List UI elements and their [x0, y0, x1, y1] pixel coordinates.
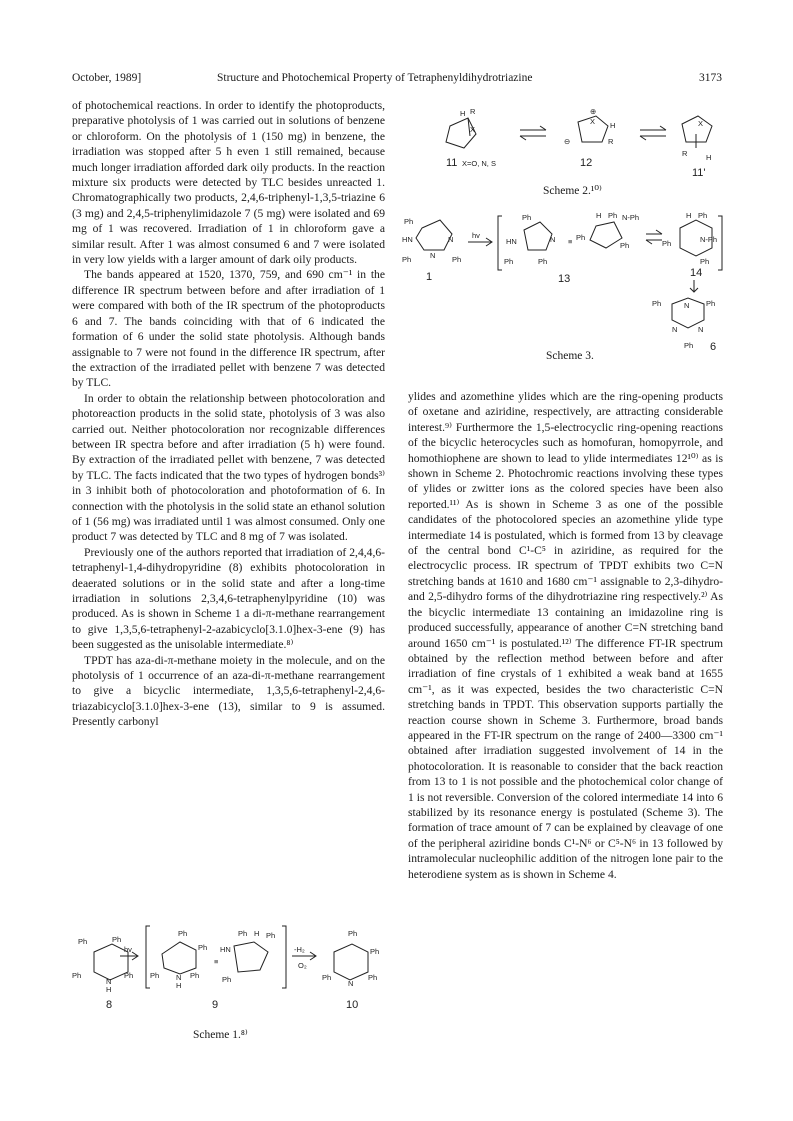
paragraph: The bands appeared at 1520, 1370, 759, and 690 cm⁻¹ in the difference IR spectrum between before and after irradiation of 1 were compared with both of the IR spectrum of the photoproducts 6 and 7. The bands coinciding with that of 6 indicated the formation of 6 under the solid state photolysis. Although bands assignable to 7 were not found in the difference IR spectrum, after the extraction of the irradiated pellet with benzene 7 was detected by TLC.: [72, 268, 385, 390]
compound-label-8: 8: [106, 999, 113, 1011]
reaction-condition: hv: [472, 231, 480, 240]
atom-label: R: [608, 137, 614, 146]
equivalence-sign: ≡: [568, 237, 573, 246]
running-header: [72, 72, 722, 88]
atom-label: Ph: [190, 971, 200, 980]
scheme-1-caption: Scheme 1.⁸⁾: [193, 1029, 248, 1041]
equivalence-sign: ≡: [214, 957, 219, 966]
atom-label: Ph: [608, 211, 618, 220]
atom-label: X: [698, 119, 704, 128]
atom-label: H: [254, 929, 260, 938]
charge-label: ⊕: [590, 107, 597, 116]
atom-label: Ph: [348, 929, 358, 938]
atom-label: HN: [402, 235, 413, 244]
atom-label: R: [470, 107, 476, 116]
atom-label: N: [448, 235, 454, 244]
compound-label-6: 6: [710, 341, 717, 353]
scheme-2-figure: [430, 104, 720, 184]
atom-label: Ph: [238, 929, 248, 938]
paragraph: of photochemical reactions. In order to identify the photoproducts, preparative photolysis of 1 was carried out in solutions of benzene or chloroform. On the photolysis of 1 (150 mg) in benzene, the irradiation was stopped after 5 h even 1 still remained, because much longer irradiation afforded dark oily products. In the reaction mixture six products were detected by TLC besides unreacted 1. Chromatographically two products, 2,4,6-triphenyl-1,3,5-triazine 6 (3 mg) and 2,4,5-triphenylimidazole 7 (5 mg) were isolated and 69 mg of 1 was recovered. Irradiation of 1 in chloroform gave a similar result. After 1 was almost consumed 6 and 7 were isolated in very low yields with a larger amount of dark oily products.: [72, 99, 385, 267]
atom-label: R: [682, 149, 688, 158]
right-column: [408, 389, 723, 882]
atom-label: Ph: [112, 935, 122, 944]
atom-label: Ph: [662, 239, 672, 248]
scheme-1-figure: [70, 922, 390, 1014]
atom-label: Ph: [178, 929, 188, 938]
atom-label: N: [684, 301, 690, 310]
atom-label: Ph: [402, 255, 412, 264]
atom-label: Ph: [370, 947, 380, 956]
atom-label: Ph: [652, 299, 662, 308]
compound-label-11-prime: 11': [692, 167, 706, 179]
paragraph: Previously one of the authors reported that irradiation of 2,4,4,6-tetraphenyl-1,4-dihydropyridine (8) exhibits photocoloration in deaerated solutions or in the solid state and after a long-time irradiation in solutions 2,3,4,6-tetraphenylpyridine (10) was produced. As is shown in Scheme 1 a di-π-methane rearrangement to give 1,3,5,6-tetraphenyl-2-azabicyclo[3.1.0]hex-3-ene (9) has been suggested as the unisolable intermediate.⁸⁾: [72, 545, 385, 652]
scheme-2-caption: Scheme 2.¹⁰⁾: [543, 185, 602, 197]
atom-label: H: [686, 211, 692, 220]
reaction-condition: -H₂: [294, 945, 305, 954]
atom-label: H: [106, 985, 112, 994]
charge-label: ⊖: [564, 137, 571, 146]
atom-label: N: [698, 325, 704, 334]
atom-label: Ph: [684, 341, 694, 350]
atom-label: N: [176, 973, 182, 982]
atom-label: Ph: [150, 971, 160, 980]
atom-label: Ph: [198, 943, 208, 952]
atom-label: H: [706, 153, 712, 162]
issue-date: October, 1989]: [72, 72, 142, 84]
atom-label: Ph: [700, 257, 710, 266]
atom-label: N: [106, 977, 112, 986]
compound-label-11: 11: [446, 157, 458, 169]
atom-label: Ph: [620, 241, 630, 250]
atom-label: X: [470, 125, 476, 134]
paragraph: In order to obtain the relationship between photocoloration and photoreaction products in the solid state, photolysis of 3 was also carried out. Neither photocoloration nor recognizable differences between IR spectra before and after irradiation (5 h) were found. By extraction of the irradiated pellet with benzene, 7 was detected by TLC. The facts indicated that the two types of hydrogen bonds³⁾ in 3 inhibit both of photocoloration and photoformation of 6. In connection with the photolysis in the solid state an ethanol solution of 1 (56 mg) was irradiated until 1 was almost consumed. Only one product 7 was detected by TLC and 8 mg of 7 was isolated.: [72, 391, 385, 544]
atom-label: HN: [506, 237, 517, 246]
atom-label: Ph: [522, 213, 532, 222]
compound-label-12: 12: [580, 157, 593, 169]
atom-label: H: [610, 121, 616, 130]
atom-label: Ph: [452, 255, 462, 264]
running-title: Structure and Photochemical Property of Tetraphenyldihydrotriazine: [217, 72, 533, 84]
x-definition: X=O, N, S: [462, 159, 496, 168]
compound-label-9: 9: [212, 999, 219, 1011]
atom-label: N-Ph: [622, 213, 640, 222]
atom-label: Ph: [504, 257, 514, 266]
atom-label: H: [596, 211, 602, 220]
atom-label: X: [590, 117, 596, 126]
atom-label: Ph: [706, 299, 716, 308]
atom-label: Ph: [72, 971, 82, 980]
left-column: [72, 98, 385, 730]
atom-label: Ph: [576, 233, 586, 242]
atom-label: N: [550, 235, 556, 244]
atom-label: Ph: [322, 973, 332, 982]
reaction-condition: O₂: [298, 961, 307, 970]
paragraph: TPDT has aza-di-π-methane moiety in the molecule, and on the photolysis of 1 occurrence of an aza-di-π-methane rearrangement to give a bicyclic intermediate, 1,3,5,6-tetraphenyl-2,4,6-triazabicyclo[3.1.0]hex-3-ene (13), similar to 9 is assumed. Presently carbonyl: [72, 653, 385, 729]
atom-label: N: [348, 979, 354, 988]
paragraph: ylides and azomethine ylides which are the ring-opening products of oxetane and aziridine, respectively, are attracting considerable interest.⁹⁾ Furthermore the 1,5-electrocyclic ring-opening reactions of the bicyclic heterocycles such as homofuran, homopyrrole, and homothiophene are shown to lead to ylide intermediates 12¹⁰⁾ as is shown in Scheme 2. Photochromic reactions involving these types of ylides or zwitter ions as the colored species have been also reported.¹¹⁾ As is shown in Scheme 3 as one of the possible candidates of the photocolored species an azomethine ylide type intermediate 14 is postulated, which is formed from 13 by cleavage of the central bond C¹-C⁵ in aziridine, as required for the electrocyclic process. IR spectrum of TPDT exhibits two C=N stretching bands at 1610 and 1680 cm⁻¹ assignable to 2,3-dihydro- and 2,5-dihydro forms of the dihydrotriazine ring respectively.²⁾ As the bicyclic intermediate 13 containing an imidazoline ring is produced successfully, appearance of another C=N stretching band around 1650 cm⁻¹ is postulated.¹²⁾ The difference FT-IR spectrum obtained by the reflection method between before and after irradiation of fine crystals of 1 exhibited a weak band at 1655 cm⁻¹, as it was expected, besides the two characteristic C=N stretching bands in TPDT. This observation supports partially the reaction course shown in Scheme 3. Furthermore, broad bands appeared in the FT-IR spectrum on the range of 2400—3300 cm⁻¹ obtained after irradiation suggested involvement of 14 in the photocoloration. It is reasonable to consider that the back reaction from 13 to 1 is not possible and the photochemical color change of 1 is not reversible. Conversion of the colored intermediate 14 into 6 stabilized by its resonance energy is postulated (Scheme 3). The formation of trace amount of 7 can be explained by cleavage of one of the peripheral aziridine bonds C¹-N⁶ or C⁵-N⁶ in 13 followed by intramolecular nucleophilic addition of the nitrogen lone pair to the heterodiene system as is shown in Scheme 4.: [408, 390, 723, 881]
atom-label: H: [460, 109, 466, 118]
reaction-condition: hv: [124, 945, 132, 954]
atom-label: Ph: [368, 973, 378, 982]
atom-label: HN: [220, 945, 231, 954]
atom-label: Ph: [538, 257, 548, 266]
atom-label: Ph: [404, 217, 414, 226]
scheme-3-figure: [400, 208, 725, 353]
compound-label-1: 1: [426, 271, 433, 283]
atom-label: Ph: [222, 975, 232, 984]
atom-label: N: [430, 251, 436, 260]
atom-label: Ph: [124, 971, 134, 980]
page-number: 3173: [699, 72, 722, 84]
atom-label: N: [672, 325, 678, 334]
atom-label: N-Ph: [700, 235, 718, 244]
atom-label: Ph: [266, 931, 276, 940]
compound-label-13: 13: [558, 273, 571, 285]
compound-label-14: 14: [690, 267, 703, 279]
compound-label-10: 10: [346, 999, 359, 1011]
atom-label: Ph: [698, 211, 708, 220]
scheme-3-caption: Scheme 3.: [546, 350, 594, 362]
atom-label: H: [176, 981, 182, 990]
atom-label: Ph: [78, 937, 88, 946]
